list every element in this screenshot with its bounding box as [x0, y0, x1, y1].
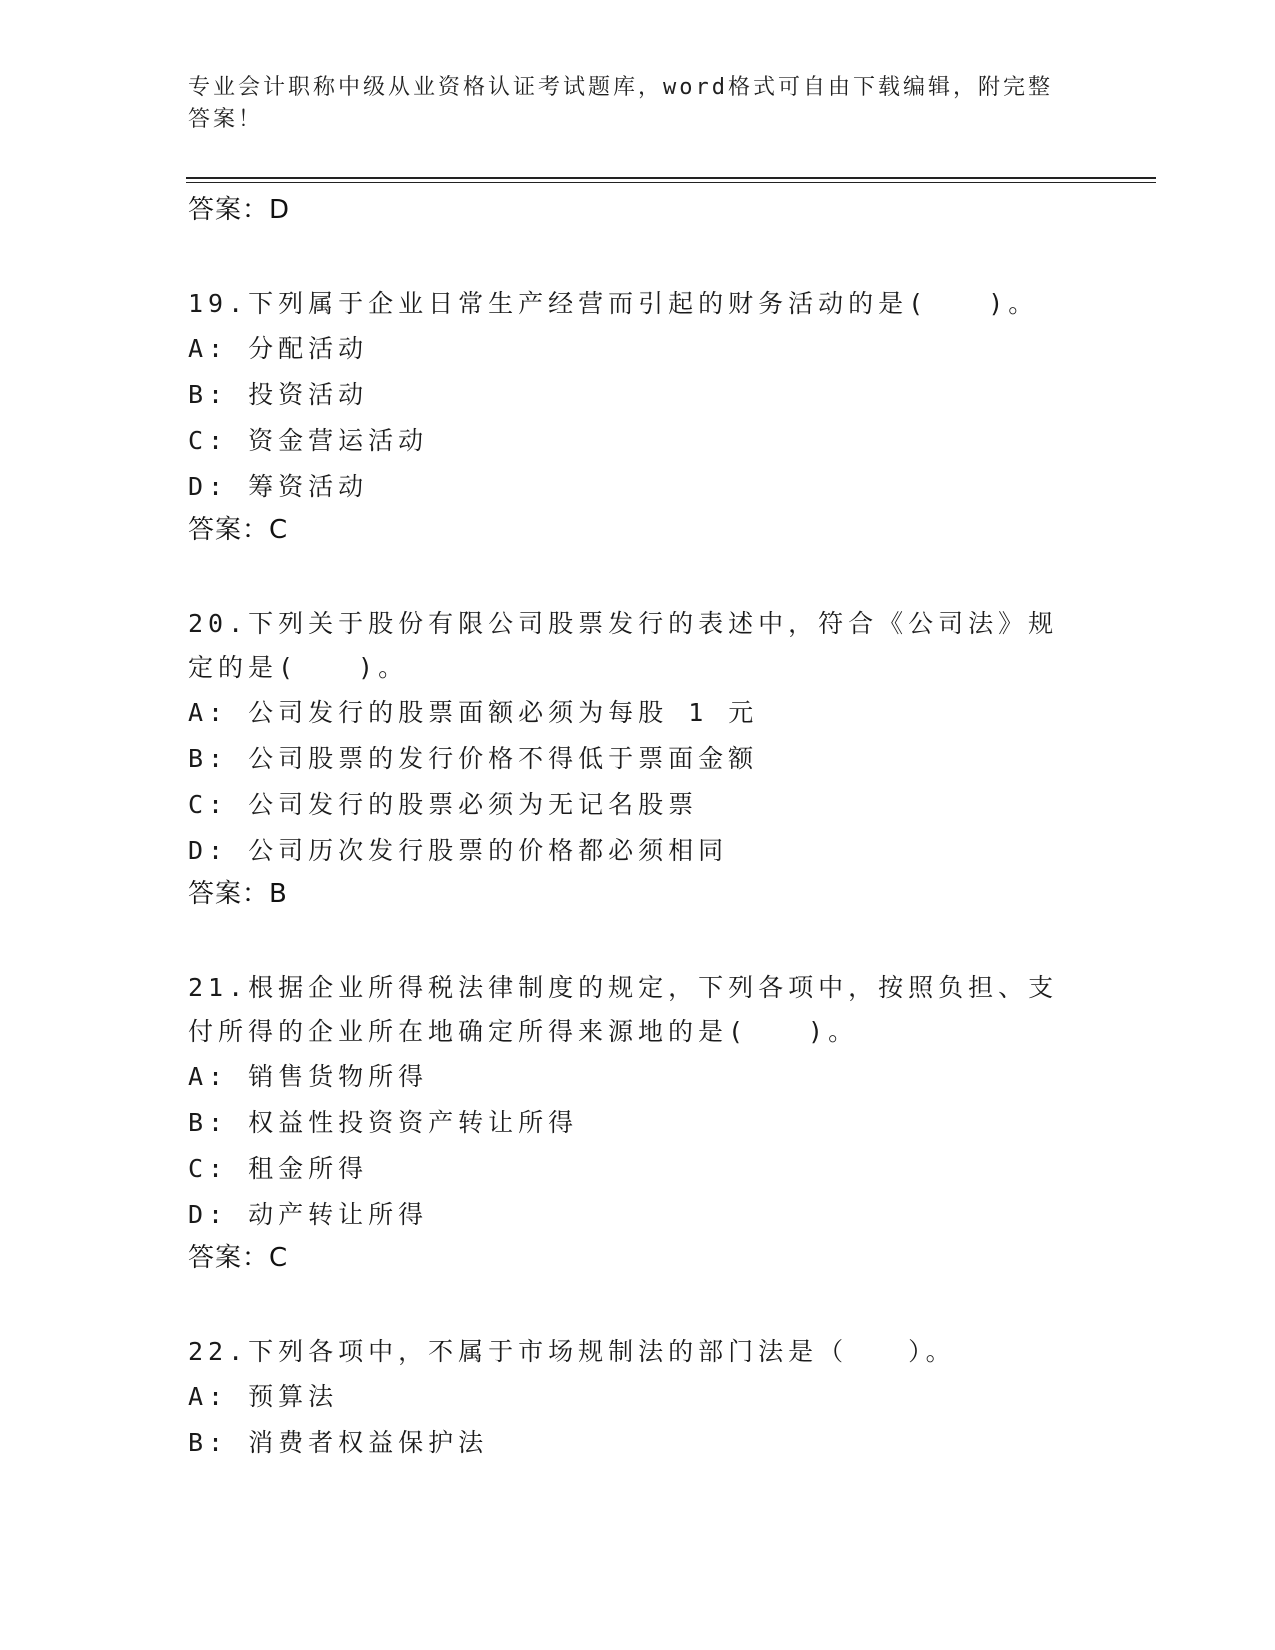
question-stem: 22.下列各项中，不属于市场规制法的部门法是（ ）。	[188, 1337, 956, 1366]
answer-line: 答案：C	[188, 515, 289, 545]
answer-line: 答案：B	[188, 879, 288, 909]
option-a: A: 公司发行的股票面额必须为每股 1 元	[188, 698, 759, 727]
option-b: B: 投资活动	[188, 380, 369, 409]
option-d: D: 筹资活动	[188, 472, 369, 501]
option-c: C: 租金所得	[188, 1154, 369, 1183]
spacer	[188, 914, 1088, 966]
option-c: C: 公司发行的股票必须为无记名股票	[188, 790, 699, 819]
question-block	[188, 1330, 1088, 1466]
option-b: B: 权益性投资资产转让所得	[188, 1108, 579, 1137]
question-block	[188, 602, 1088, 914]
option-d: D: 动产转让所得	[188, 1200, 429, 1229]
question-block	[188, 966, 1088, 1278]
option-b: B: 消费者权益保护法	[188, 1428, 489, 1457]
page-header: 专业会计职称中级从业资格认证考试题库，word格式可自由下载编辑，附完整答案！	[188, 75, 1053, 132]
question-stem: 19.下列属于企业日常生产经营而引起的财务活动的是( )。	[188, 289, 1039, 318]
spacer	[188, 230, 1088, 282]
answer-line: 答案：D	[188, 195, 291, 225]
question-stem: 20.下列关于股份有限公司股票发行的表述中，符合《公司法》规定的是( )。	[188, 609, 1059, 682]
option-b: B: 公司股票的发行价格不得低于票面金额	[188, 744, 759, 773]
spacer	[188, 1278, 1088, 1330]
option-d: D: 公司历次发行股票的价格都必须相同	[188, 836, 729, 865]
spacer	[188, 550, 1088, 602]
option-c: C: 资金营运活动	[188, 426, 429, 455]
option-a: A: 分配活动	[188, 334, 369, 363]
question-stem: 21.根据企业所得税法律制度的规定，下列各项中，按照负担、支付所得的企业所在地确定所得来源地的是( )。	[188, 973, 1059, 1046]
option-a: A: 预算法	[188, 1382, 339, 1411]
option-a: A: 销售货物所得	[188, 1062, 429, 1091]
question-list	[188, 190, 1088, 1466]
question-block	[188, 282, 1088, 550]
answer-line: 答案：C	[188, 1243, 289, 1273]
header-divider	[186, 177, 1156, 183]
